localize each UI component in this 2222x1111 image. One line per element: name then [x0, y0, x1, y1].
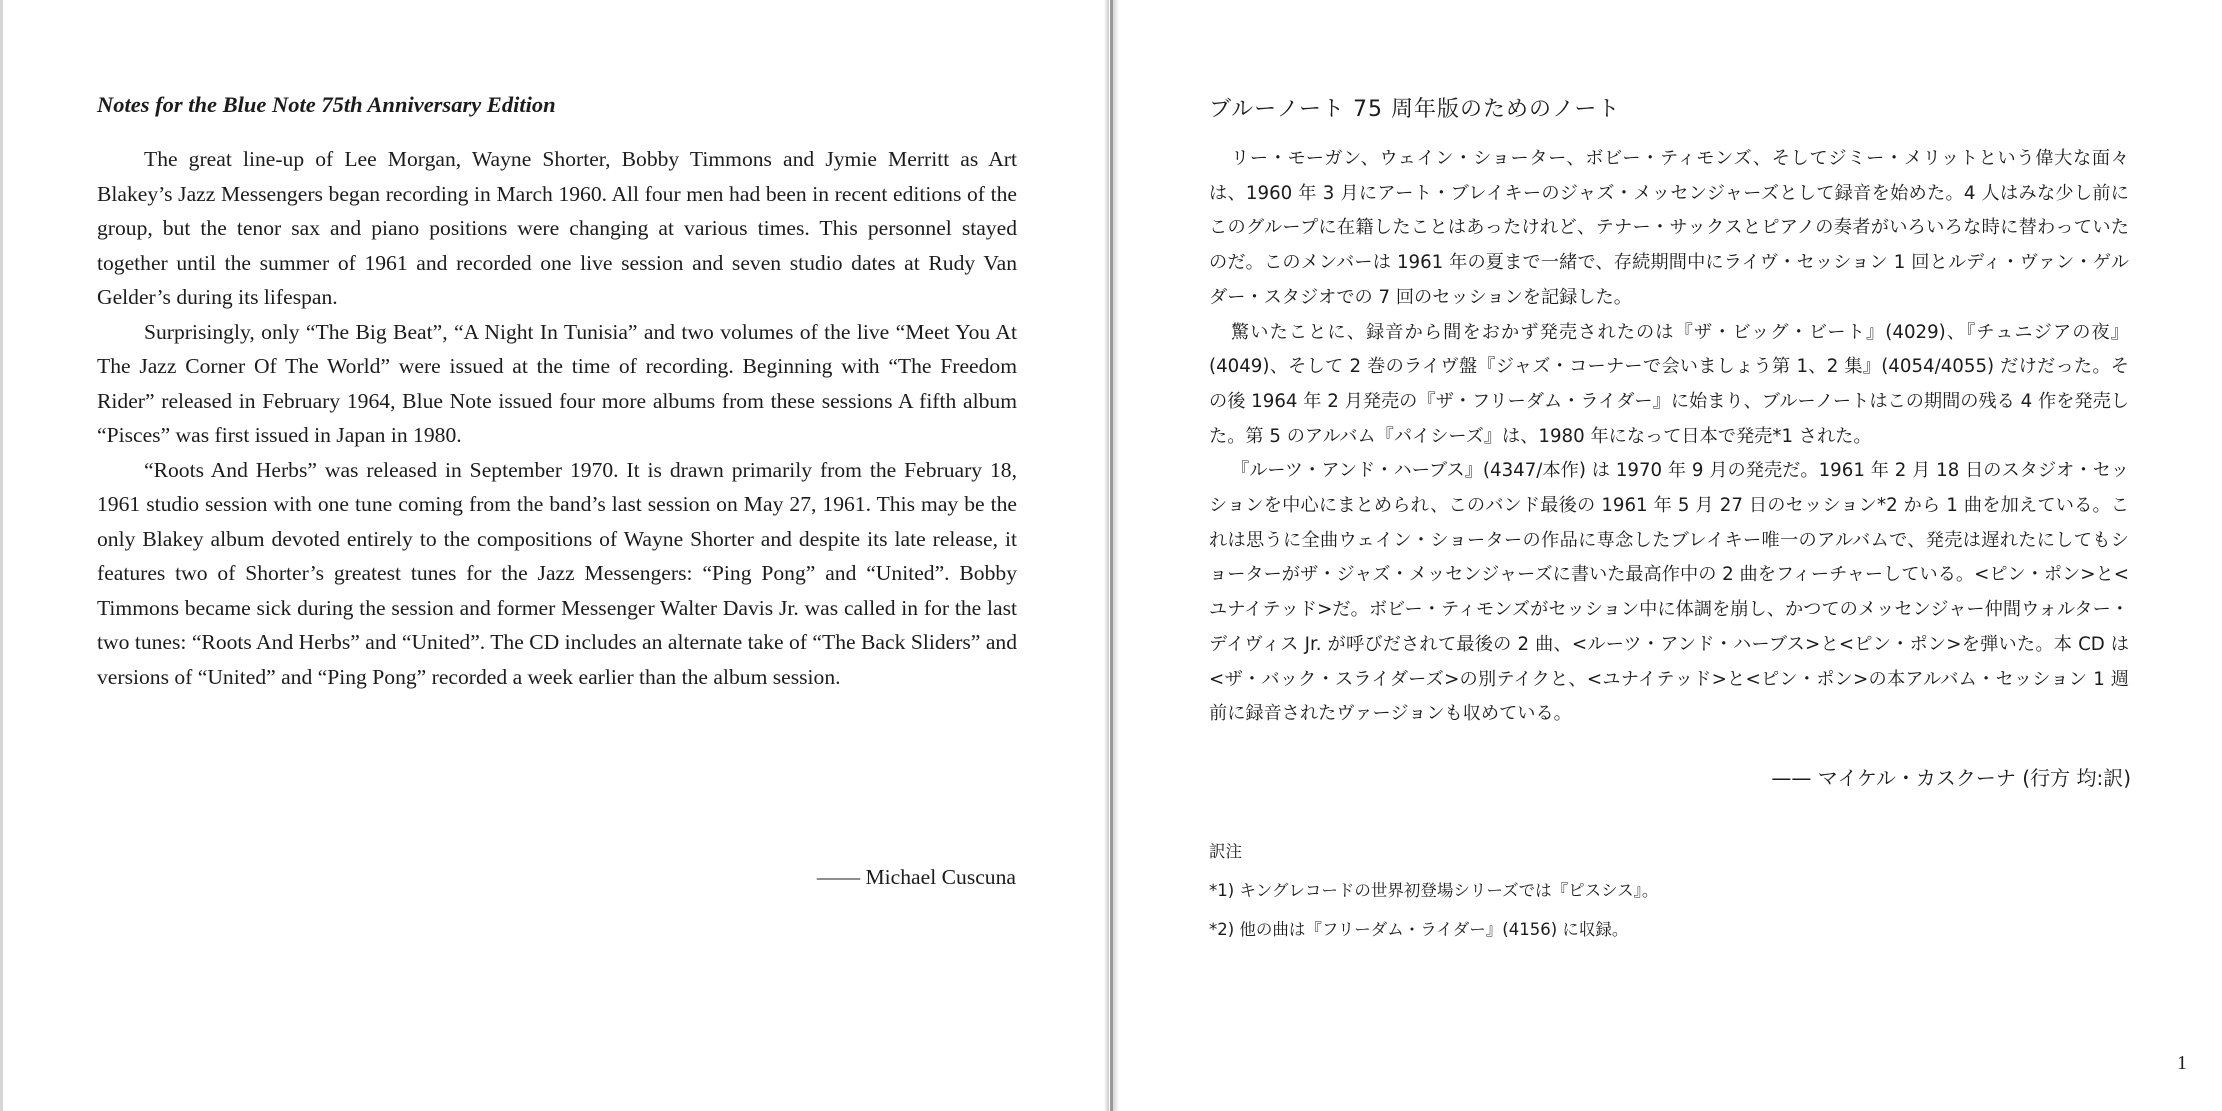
translator-notes: [1209, 838, 1658, 955]
japanese-body: [1209, 142, 2129, 732]
english-title: Notes for the Blue Note 75th Anniversary Edition: [97, 92, 556, 117]
spine-shadow-left: [1104, 0, 1109, 1111]
japanese-paragraph-2: 驚いたことに、録音から間をおかず発売されたのは『ザ・ビッグ・ビート』(4029)、『チュニジアの夜』(4049)、そして 2 巻のライヴ盤『ジャズ・コーナーで会いましょう第 1、2 集』(4054/4055) だけだった。その後 1964 年 2 月発売の『ザ・フリーダム・ライダー』に始まり、ブルーノートはこの期間の残る 4 作を発売した。第 5 のアルバム『パイシーズ』は、1980 年になって日本で発売*1 された。: [1209, 321, 2129, 447]
translator-note-2: *2) 他の曲は『フリーダム・ライダー』(4156) に収録。: [1209, 920, 1629, 939]
japanese-page: [1112, 0, 2222, 1111]
japanese-paragraph-1: リー・モーガン、ウェイン・ショーター、ボビー・ティモンズ、そしてジミー・メリットという偉大な面々は、1960 年 3 月にアート・ブレイキーのジャズ・メッセンジャーズとして録音を始めた。4 人はみな少し前にこのグループに在籍したことはあったけれど、テナー・サックスとピアノの奏者がいろいろな時に替わっていたのだ。このメンバーは 1961 年の夏まで一緒で、存続期間中にライヴ・セッション 1 回とルディ・ヴァン・ゲルダー・スタジオでの 7 回のセッションを記録した。: [1209, 148, 2129, 308]
english-paragraph-1: The great line-up of Lee Morgan, Wayne Shorter, Bobby Timmons and Jymie Merritt as Art Blakey’s Jazz Messengers began recording in March 1960. All four men had been in recent editions of the group, but the tenor sax and piano positions were changing at various times. This personnel stayed together until the summer of 1961 and recorded one live session and seven studio dates at Rudy Van Gelder’s during its lifespan.: [97, 147, 1017, 309]
page-number: 1: [2177, 1052, 2187, 1074]
translator-note-1: *1) キングレコードの世界初登場シリーズでは『ピスシス』。: [1209, 881, 1659, 900]
english-signature: —— Michael Cuscuna: [816, 865, 1016, 889]
english-body: [97, 142, 1017, 694]
page-outer-edge: [0, 0, 3, 1111]
english-paragraph-2: Surprisingly, only “The Big Beat”, “A Night In Tunisia” and two volumes of the live “Meet You At The Jazz Corner Of The World” were issued at the time of recording. Beginning with “The Freedom Rider” released in February 1964, Blue Note issued four more albums from these sessions A fifth album “Pisces” was first issued in Japan in 1980.: [97, 319, 1017, 447]
japanese-title: ブルーノート 75 周年版のためのノート: [1209, 97, 1621, 122]
english-paragraph-3: “Roots And Herbs” was released in September 1970. It is drawn primarily from the February 18, 1961 studio session with one tune coming from the band’s last session on May 27, 1961. This may be the only Blakey album devoted entirely to the compositions of Wayne Shorter and despite its late release, it features two of Shorter’s greatest tunes for the Jazz Messengers: “Ping Pong” and “United”. Bobby Timmons became sick during the session and former Messenger Walter Davis Jr. was called in for the last two tunes: “Roots And Herbs” and “United”. The CD includes an alternate take of “The Back Sliders” and versions of “United” and “Ping Pong” recorded a week earlier than the album session.: [97, 457, 1017, 689]
spine-shadow-right: [1113, 0, 1119, 1111]
japanese-paragraph-3: 『ルーツ・アンド・ハーブス』(4347/本作) は 1970 年 9 月の発売だ。1961 年 2 月 18 日のスタジオ・セッションを中心にまとめられ、このバンド最後の 1961 年 5 月 27 日のセッション*2 から 1 曲を加えている。これは思うに全曲ウェイン・ショーターの作品に専念したブレイキー唯一のアルバムで、発売は遅れたにしてもショーターがザ・ジャズ・メッセンジャーズに書いた最高作中の 2 曲をフィーチャーしている。<ピン・ポン>と<ユナイテッド>だ。ボビー・ティモンズがセッション中に体調を崩し、かつてのメッセンジャー仲間ウォルター・デイヴィス Jr. が呼びだされて最後の 2 曲、<ルーツ・アンド・ハーブス>と<ピン・ポン>を弾いた。本 CD は<ザ・バック・スライダーズ>の別テイクと、<ユナイテッド>と<ピン・ポン>の本アルバム・セッション 1 週前に録音されたヴァージョンも収めている。: [1209, 460, 2129, 725]
japanese-signature: —— マイケル・カスクーナ (行方 均:訳): [1771, 766, 2131, 790]
translator-notes-title: 訳注: [1209, 842, 1242, 861]
